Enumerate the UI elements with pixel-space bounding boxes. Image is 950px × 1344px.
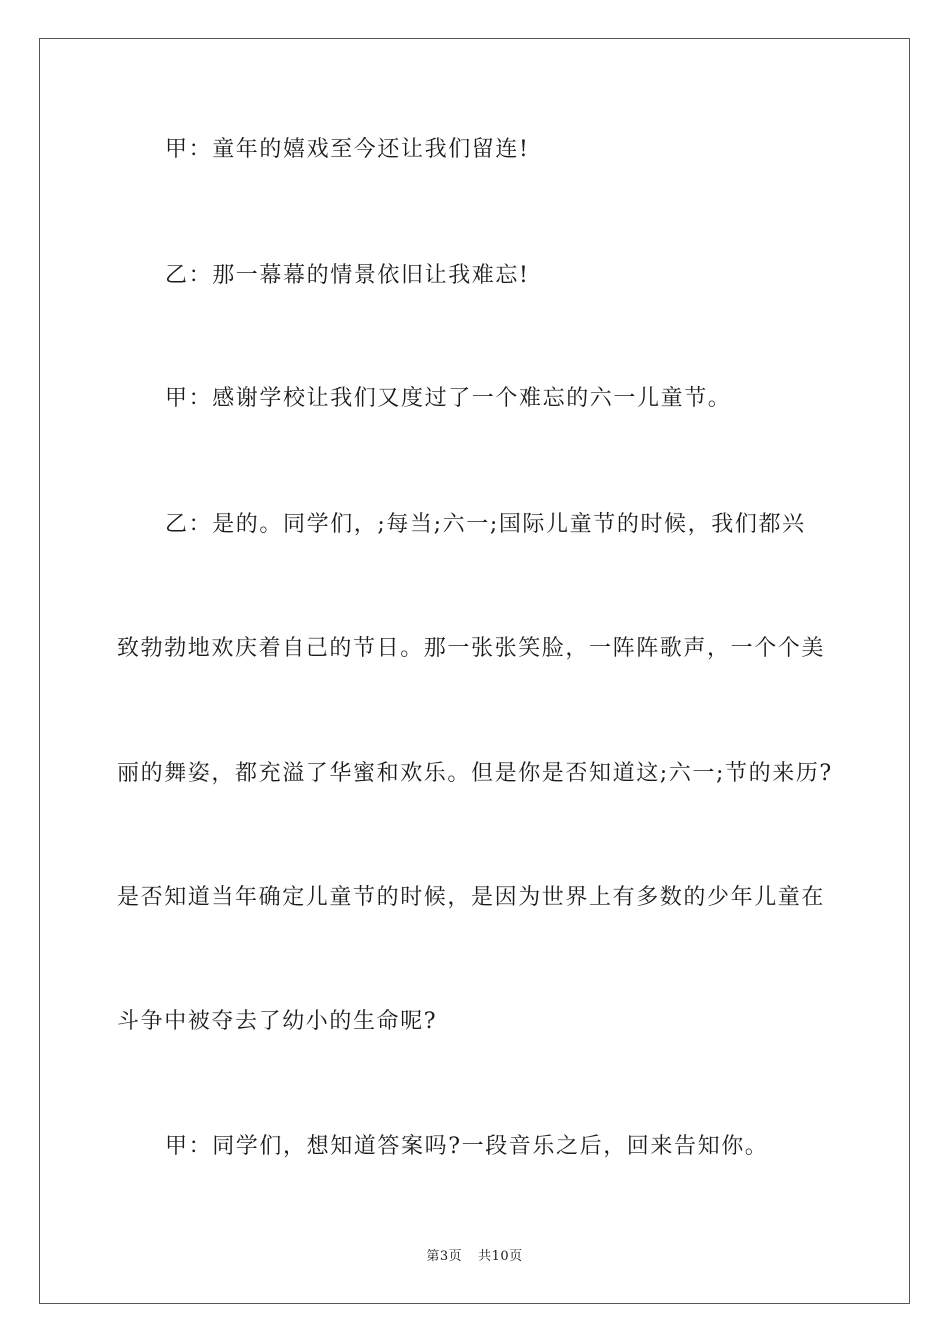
page-frame (39, 38, 910, 1304)
page-total: 共10页 (478, 1249, 523, 1264)
dialogue-line-2: 乙：那一幕幕的情景依旧让我难忘! (165, 263, 530, 288)
dialogue-line-1: 甲：童年的嬉戏至今还让我们留连! (165, 137, 530, 162)
dialogue-line-3: 甲：感谢学校让我们又度过了一个难忘的六一儿童节。 (165, 386, 732, 411)
dialogue-line-4-cont-2: 丽的舞姿，都充溢了华蜜和欢乐。但是你是否知道这;六一;节的来历? (117, 761, 833, 786)
page-footer (40, 1248, 909, 1266)
dialogue-line-4-cont-1: 致勃勃地欢庆着自己的节日。那一张张笑脸，一阵阵歌声，一个个美 (117, 636, 826, 661)
dialogue-line-4: 乙：是的。同学们，;每当;六一;国际儿童节的时候，我们都兴 (165, 512, 806, 537)
dialogue-line-4-cont-4: 斗争中被夺去了幼小的生命呢? (117, 1009, 438, 1034)
page-number: 第3页 (426, 1249, 463, 1264)
dialogue-line-5: 甲：同学们，想知道答案吗?一段音乐之后，回来告知你。 (165, 1134, 769, 1159)
dialogue-line-4-cont-3: 是否知道当年确定儿童节的时候，是因为世界上有多数的少年儿童在 (117, 885, 826, 910)
